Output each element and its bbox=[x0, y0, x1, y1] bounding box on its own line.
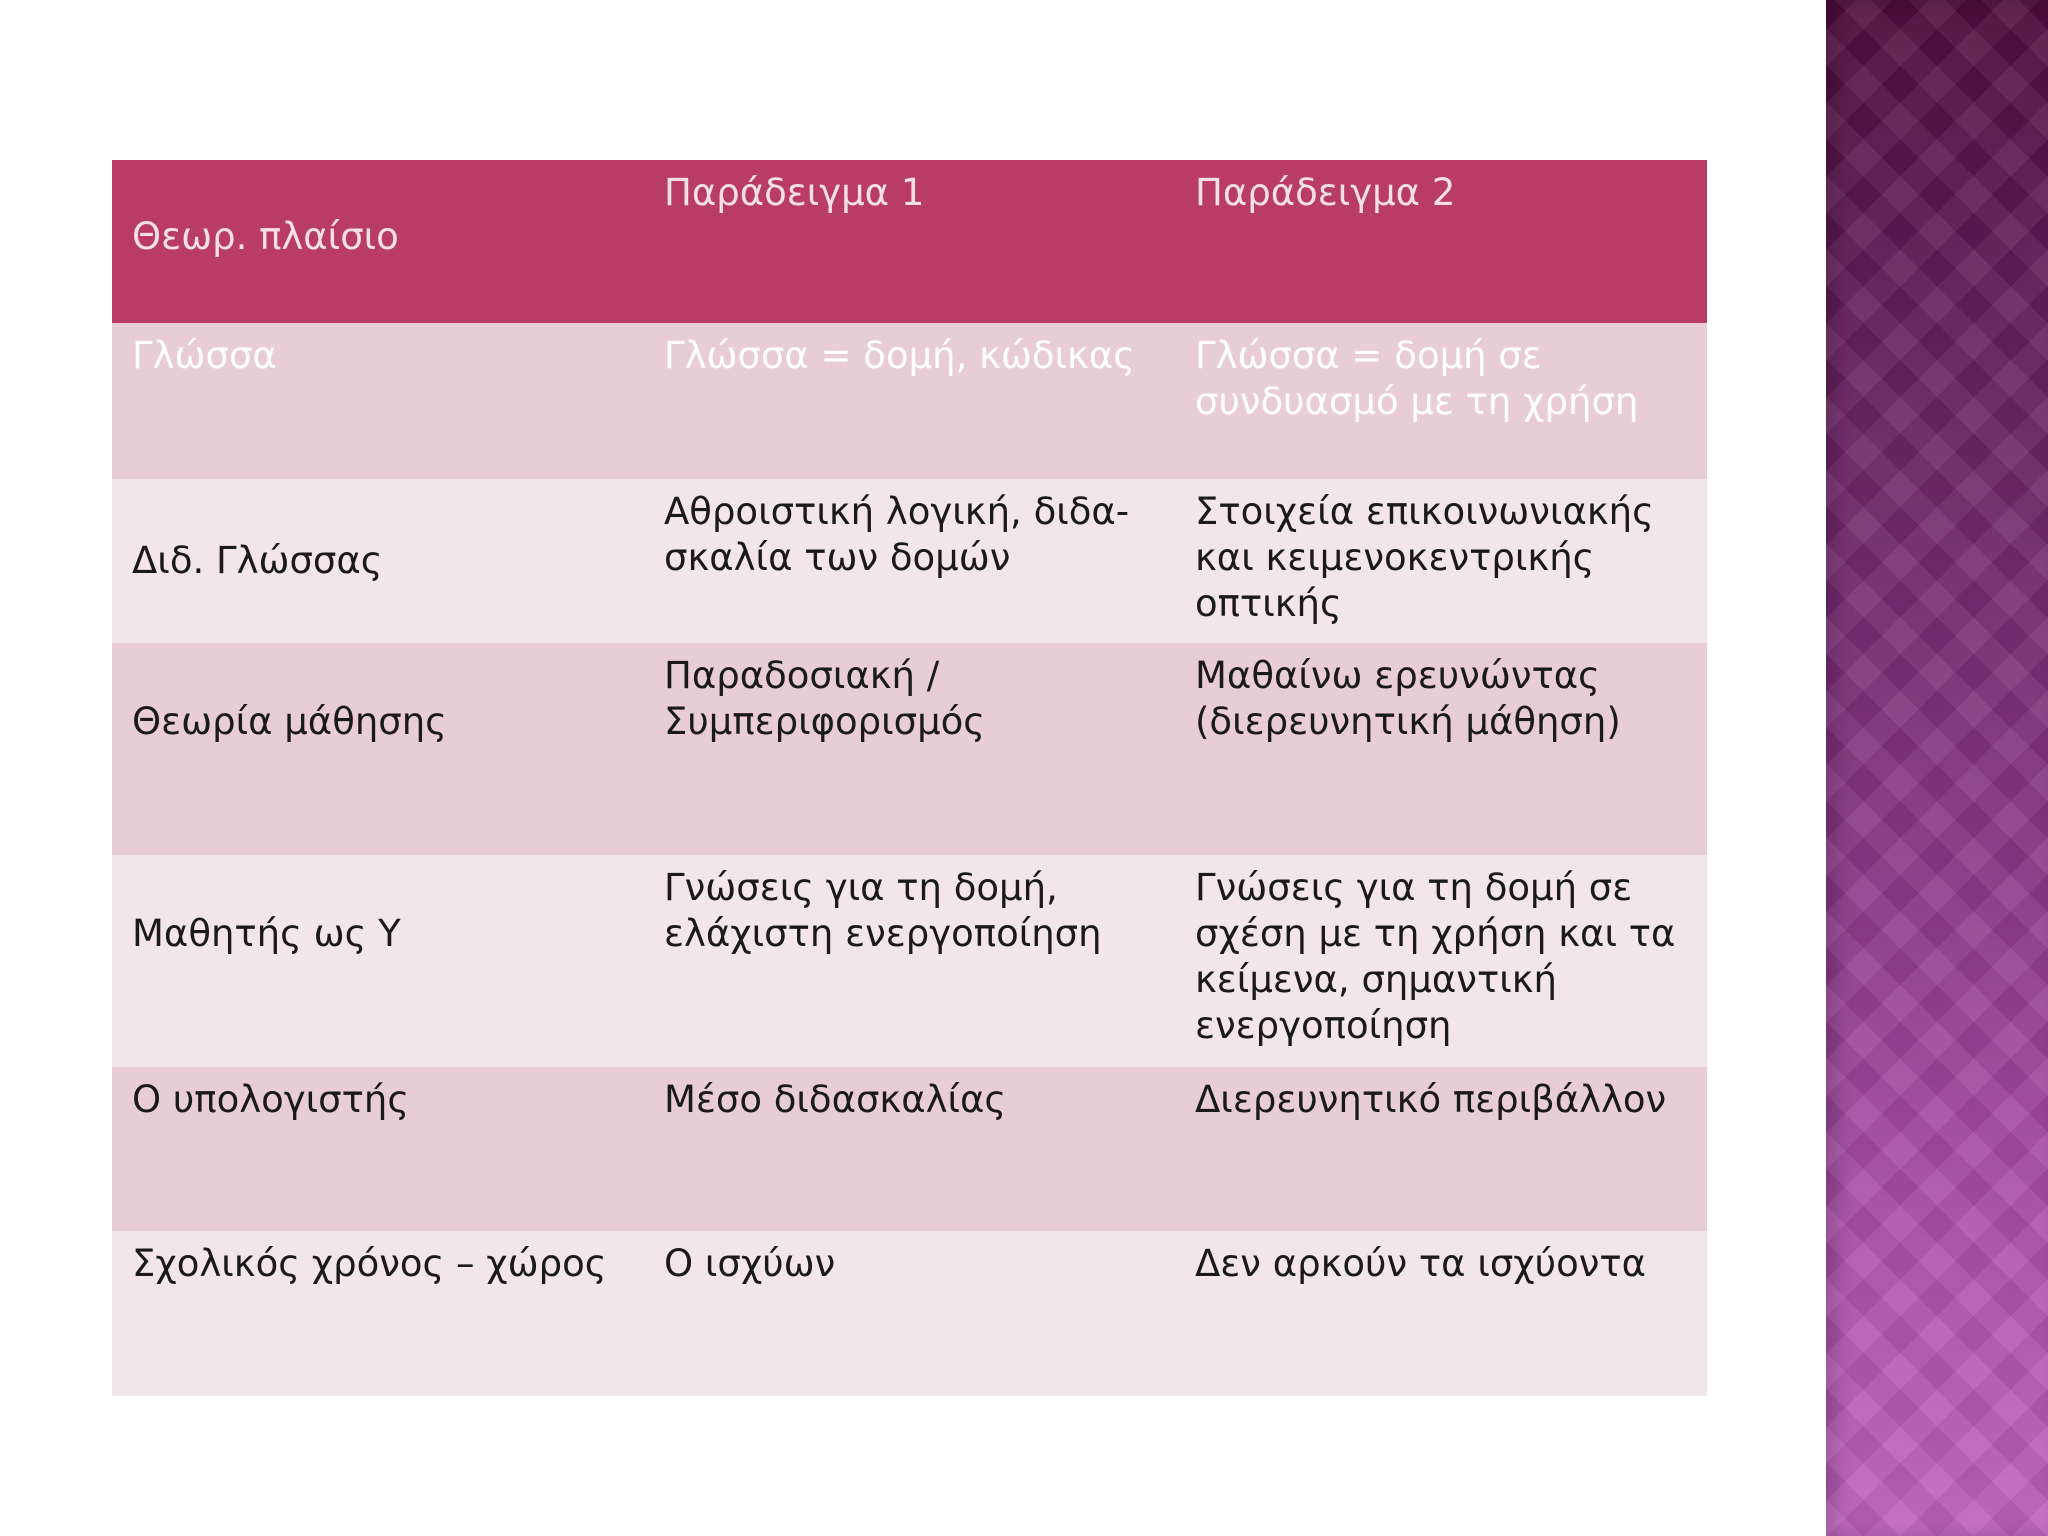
table-row bbox=[112, 643, 1707, 855]
cell-example-2: Μαθαίνω ερευνώντας (διερευνητική μάθηση) bbox=[1195, 654, 1621, 743]
cell-example-1: Ο ισχύων bbox=[664, 1242, 836, 1285]
row-label: Γλώσσα bbox=[132, 334, 277, 377]
cell-example-2: Γνώσεις για τη δομή σε σχέση με τη χρήση και τα κείμενα, σημαντική ενεργοποίηση bbox=[1195, 866, 1676, 1047]
comparison-table bbox=[112, 160, 1707, 1396]
table-row bbox=[112, 323, 1707, 479]
cell-example-1: Γνώσεις για τη δομή, ελάχιστη ενεργοποίηση bbox=[664, 866, 1102, 955]
row-label: Σχολικός χρόνος – χώρος bbox=[132, 1242, 607, 1285]
header-example-2: Παράδειγμα 2 bbox=[1195, 171, 1456, 214]
cell-example-2: Στοιχεία επικοινωνιακής και κειμενοκεντρικής οπτικής bbox=[1195, 490, 1654, 625]
header-framework: Θεωρ. πλαίσιο bbox=[132, 215, 399, 258]
decorative-side-band bbox=[1826, 0, 2048, 1536]
row-label: Διδ. Γλώσσας bbox=[132, 539, 383, 582]
cell-example-2: Διερευνητικό περιβάλλον bbox=[1195, 1078, 1667, 1121]
row-label: Ο υπολογιστής bbox=[132, 1078, 410, 1121]
cell-example-1: Γλώσσα = δομή, κώδικας bbox=[664, 334, 1135, 377]
table-row bbox=[112, 1067, 1707, 1231]
cell-example-2: Δεν αρκούν τα ισχύοντα bbox=[1195, 1242, 1647, 1285]
cell-example-1: Αθροιστική λογική, διδα-σκαλία των δομών bbox=[664, 490, 1130, 579]
table-header-row bbox=[112, 160, 1707, 323]
row-label: Μαθητής ως Υ bbox=[132, 912, 401, 955]
cell-example-1: Παραδοσιακή / Συμπεριφορισμός bbox=[664, 654, 986, 743]
header-example-1: Παράδειγμα 1 bbox=[664, 171, 925, 214]
table-row bbox=[112, 479, 1707, 643]
table-row bbox=[112, 855, 1707, 1067]
cell-example-2: Γλώσσα = δομή σε συνδυασμό με τη χρήση bbox=[1195, 334, 1639, 423]
cell-example-1: Μέσο διδασκαλίας bbox=[664, 1078, 1007, 1121]
row-label: Θεωρία μάθησης bbox=[132, 700, 447, 743]
comparison-table-container bbox=[112, 160, 1707, 1396]
table-row bbox=[112, 1231, 1707, 1396]
